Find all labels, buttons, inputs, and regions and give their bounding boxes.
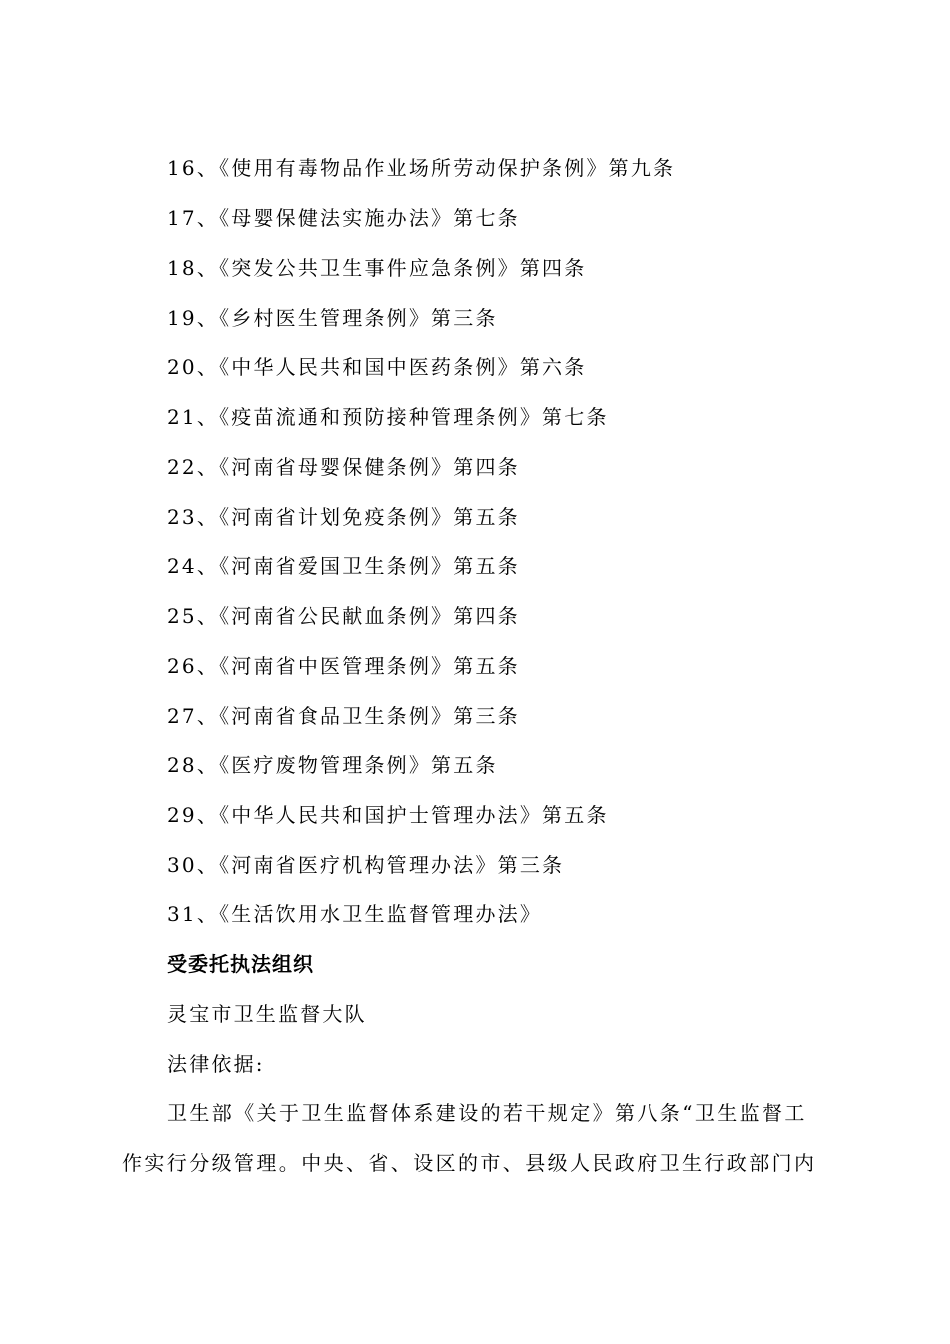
item-text: 《疫苗流通和预防接种管理条例》第七条	[219, 405, 609, 429]
item-separator: 、	[196, 753, 220, 777]
item-separator: 、	[196, 803, 220, 827]
list-item	[167, 205, 520, 231]
item-separator: 、	[196, 355, 220, 379]
item-text: 《母婴保健法实施办法》第七条	[219, 206, 520, 230]
list-item	[167, 354, 586, 380]
list-item	[167, 852, 564, 878]
item-number: 22	[167, 455, 197, 479]
item-text: 《中华人民共和国护士管理办法》第五条	[219, 803, 609, 827]
item-text: 《使用有毒物品作业场所劳动保护条例》第九条	[219, 156, 676, 180]
list-item	[167, 653, 520, 679]
item-number: 20	[167, 355, 197, 379]
item-text: 《生活饮用水卫生监督管理办法》	[219, 902, 543, 926]
item-number: 24	[167, 554, 197, 578]
item-separator: 、	[196, 405, 220, 429]
item-separator: 、	[196, 604, 220, 628]
list-item	[167, 703, 520, 729]
item-number: 17	[167, 206, 197, 230]
item-separator: 、	[196, 704, 220, 728]
list-item	[167, 603, 520, 629]
item-text: 《河南省计划免疫条例》第五条	[219, 505, 520, 529]
item-text: 《河南省公民献血条例》第四条	[219, 604, 520, 628]
item-number: 27	[167, 704, 197, 728]
item-text: 《乡村医生管理条例》第三条	[219, 306, 498, 330]
item-number: 23	[167, 505, 197, 529]
item-number: 25	[167, 604, 197, 628]
list-item	[167, 802, 609, 828]
item-number: 18	[167, 256, 197, 280]
item-text: 《医疗废物管理条例》第五条	[219, 753, 498, 777]
item-number: 30	[167, 853, 197, 877]
item-separator: 、	[196, 902, 220, 926]
item-number: 16	[167, 156, 197, 180]
list-item	[167, 752, 498, 778]
list-item	[167, 901, 542, 927]
item-text: 《河南省食品卫生条例》第三条	[219, 704, 520, 728]
item-text: 《突发公共卫生事件应急条例》第四条	[219, 256, 587, 280]
section-heading: 受委托执法组织	[167, 952, 314, 976]
list-item	[167, 454, 520, 480]
item-separator: 、	[196, 554, 220, 578]
item-text: 《中华人民共和国中医药条例》第六条	[219, 355, 587, 379]
item-separator: 、	[196, 654, 220, 678]
list-item	[167, 255, 586, 281]
item-number: 28	[167, 753, 197, 777]
item-separator: 、	[196, 853, 220, 877]
item-text: 《河南省医疗机构管理办法》第三条	[219, 853, 565, 877]
item-text: 《河南省爱国卫生条例》第五条	[219, 554, 520, 578]
list-item	[167, 155, 675, 181]
item-number: 31	[167, 902, 197, 926]
item-text: 《河南省中医管理条例》第五条	[219, 654, 520, 678]
item-number: 26	[167, 654, 197, 678]
list-item	[167, 404, 609, 430]
organization-name: 灵宝市卫生监督大队	[167, 1002, 367, 1026]
paragraph-line: 卫生部《关于卫生监督体系建设的若干规定》第八条“卫生监督工	[167, 1101, 807, 1125]
item-number: 19	[167, 306, 197, 330]
paragraph-line: 作实行分级管理。中央、省、设区的市、县级人民政府卫生行政部门内	[122, 1151, 817, 1175]
list-item	[167, 553, 520, 579]
item-separator: 、	[196, 306, 220, 330]
item-separator: 、	[196, 505, 220, 529]
item-separator: 、	[196, 256, 220, 280]
item-separator: 、	[196, 156, 220, 180]
list-item	[167, 305, 498, 331]
list-item	[167, 504, 520, 530]
item-separator: 、	[196, 206, 220, 230]
item-separator: 、	[196, 455, 220, 479]
legal-basis-label: 法律依据:	[167, 1052, 265, 1076]
item-number: 21	[167, 405, 197, 429]
item-number: 29	[167, 803, 197, 827]
item-text: 《河南省母婴保健条例》第四条	[219, 455, 520, 479]
